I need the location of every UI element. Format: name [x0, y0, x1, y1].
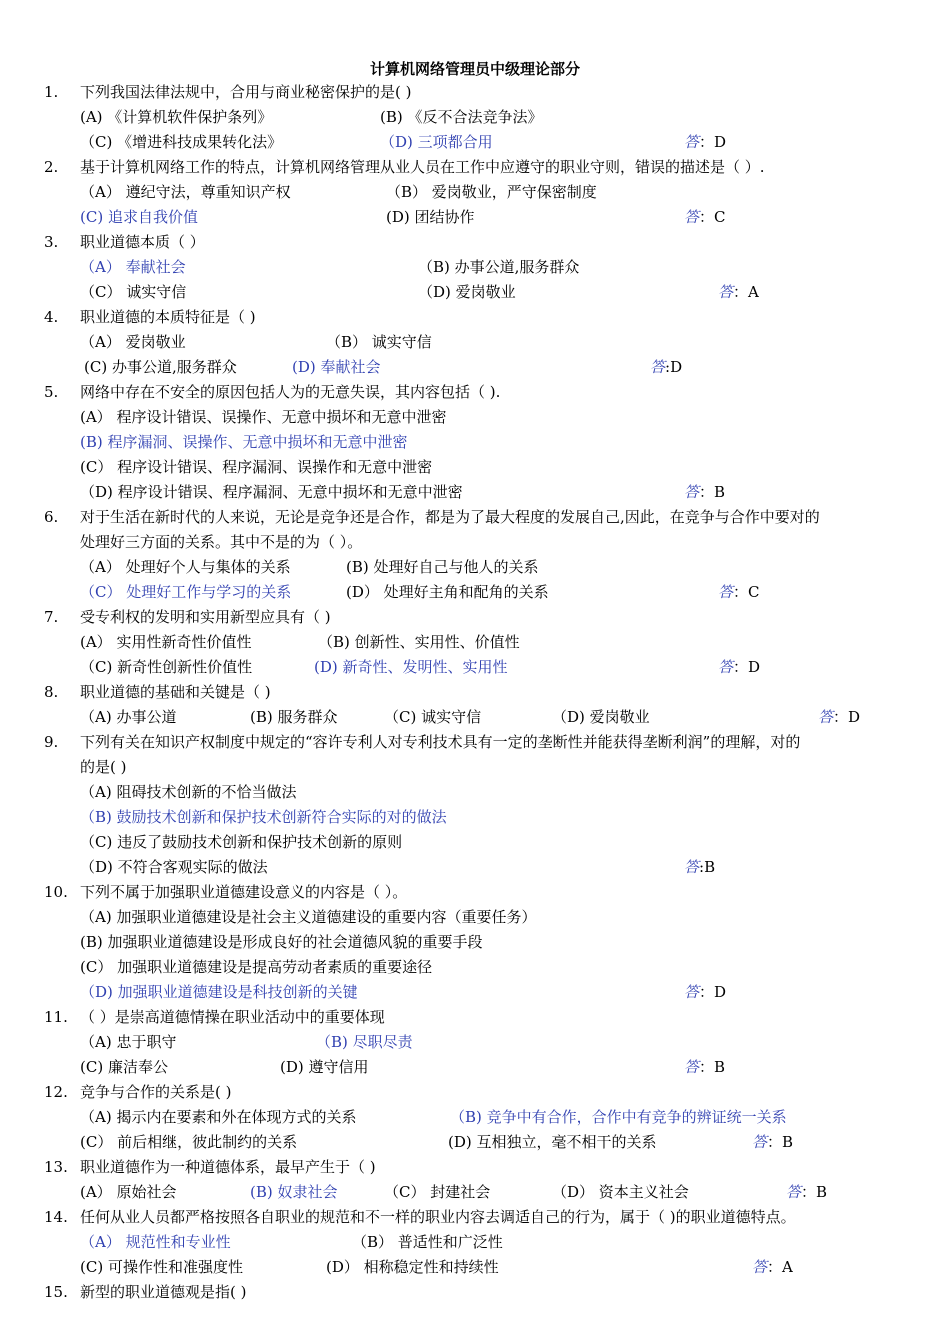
- option-b: (B) 服务群众: [250, 708, 338, 726]
- question-9: [0, 730, 950, 755]
- question-2: [0, 155, 950, 180]
- option-c: （C） 诚实守信: [80, 283, 187, 301]
- option-c: (C) 廉洁奉公: [80, 1058, 168, 1076]
- option-a: （A) 加强职业道德建设是社会主义道德建设的重要内容（重要任务）: [80, 908, 537, 926]
- answer-mark: 答: [650, 358, 666, 376]
- option-d: （D) 不符合客观实际的做法: [80, 858, 268, 876]
- answer-mark: 答: [684, 858, 700, 876]
- options-row: [0, 280, 950, 305]
- option-c-correct: （C） 处理好工作与学习的关系: [80, 583, 292, 601]
- question-stem-continued: [0, 530, 950, 555]
- options-row: [0, 855, 950, 880]
- option-a: (A） 实用性新奇性价值性: [80, 633, 252, 651]
- answer: [684, 480, 725, 505]
- question-number: 11.: [44, 1008, 68, 1026]
- question-4: [0, 305, 950, 330]
- answer-mark: 答: [752, 1133, 768, 1151]
- options-row: [0, 455, 950, 480]
- question-stem: 职业道德的基础和关键是（ ): [80, 683, 271, 701]
- options-row: [0, 705, 950, 730]
- page-title: 计算机网络管理员中级理论部分: [369, 60, 580, 78]
- question-number: 2.: [44, 158, 59, 176]
- question-5: [0, 380, 950, 405]
- option-a: (A） 程序设计错误、误操作、无意中损坏和无意中泄密: [80, 408, 447, 426]
- answer: [684, 1055, 725, 1080]
- answer-value: ：D: [699, 983, 727, 1001]
- option-d: （D) 爱岗敬业: [418, 283, 516, 301]
- question-15: [0, 1280, 950, 1305]
- answer-mark: 答: [718, 283, 734, 301]
- option-d: （D） 资本主义社会: [552, 1183, 689, 1201]
- option-b: (B) 处理好自己与他人的关系: [346, 558, 539, 576]
- options-row: [0, 555, 950, 580]
- question-stem-line2: 的是( ): [80, 758, 127, 776]
- answer-value: :D: [665, 358, 683, 376]
- option-a: （A) 办事公道: [80, 708, 177, 726]
- answer-value: ：C: [699, 208, 726, 226]
- answer: [684, 130, 726, 155]
- answer-value: ：B: [801, 1183, 828, 1201]
- question-3: [0, 230, 950, 255]
- options-row: [0, 1180, 950, 1205]
- answer-value: ：D: [733, 658, 761, 676]
- option-b: （B） 诚实守信: [326, 333, 432, 351]
- answer: [718, 655, 760, 680]
- question-stem: 职业道德本质（ ）: [80, 233, 205, 251]
- answer-value: ：C: [733, 583, 760, 601]
- option-c: （C) 违反了鼓励技术创新和保护技术创新的原则: [80, 833, 403, 851]
- question-12: [0, 1080, 950, 1105]
- question-stem: （ ）是崇高道德情操在职业活动中的重要体现: [80, 1008, 385, 1026]
- question-stem: 受专利权的发明和实用新型应具有（ ): [80, 608, 331, 626]
- answer-value: ：D: [833, 708, 861, 726]
- option-a: （A） 爱岗敬业: [80, 333, 186, 351]
- question-8: [0, 680, 950, 705]
- question-number: 5.: [44, 383, 59, 401]
- question-number: 15.: [44, 1283, 68, 1301]
- question-stem: 基于计算机网络工作的特点，计算机网络管理从业人员在工作中应遵守的职业守则，错误的描述是（ ）.: [80, 158, 765, 176]
- option-d: (D) 团结协作: [386, 208, 475, 226]
- options-row: [0, 1030, 950, 1055]
- option-c: (C） 前后相继，彼此制约的关系: [80, 1133, 298, 1151]
- answer-value: :B: [699, 858, 716, 876]
- question-stem: 对于生活在新时代的人来说，无论是竞争还是合作，都是为了最大程度的发展自己,因此，在竞争与合作中要对的: [80, 508, 820, 526]
- option-b: （B) 办事公道,服务群众: [418, 258, 580, 276]
- question-number: 9.: [44, 733, 59, 751]
- question-stem-continued: [0, 755, 950, 780]
- option-b-correct: （B) 竞争中有合作，合作中有竞争的辨证统一关系: [450, 1108, 787, 1126]
- answer: [786, 1180, 827, 1205]
- options-row: [0, 205, 950, 230]
- options-row: [0, 1255, 950, 1280]
- answer-value: ：A: [767, 1258, 793, 1276]
- option-b: （B） 爱岗敬业，严守保密制度: [386, 183, 597, 201]
- question-6: [0, 505, 950, 530]
- question-stem: 网络中存在不安全的原因包括人为的无意失误，其内容包括（ ).: [80, 383, 501, 401]
- answer: [718, 580, 760, 605]
- option-d-correct: (D) 新奇性、发明性、实用性: [314, 658, 508, 676]
- option-d-correct: （D) 三项都合用: [380, 133, 493, 151]
- question-10: [0, 880, 950, 905]
- option-a-correct: （A） 规范性和专业性: [80, 1233, 231, 1251]
- question-stem: 下列我国法律法规中，合用与商业秘密保护的是( ): [80, 83, 412, 101]
- question-11: [0, 1005, 950, 1030]
- options-row: [0, 805, 950, 830]
- answer-mark: 答: [752, 1258, 768, 1276]
- options-row: [0, 105, 950, 130]
- options-row: [0, 255, 950, 280]
- answer-mark: 答: [718, 583, 734, 601]
- question-number: 13.: [44, 1158, 68, 1176]
- option-b: (B) 加强职业道德建设是形成良好的社会道德风貌的重要手段: [80, 933, 483, 951]
- option-d: (D) 互相独立，毫不相干的关系: [448, 1133, 657, 1151]
- option-a-correct: （A） 奉献社会: [80, 258, 186, 276]
- options-row: [0, 930, 950, 955]
- options-row: [0, 1055, 950, 1080]
- question-number: 14.: [44, 1208, 68, 1226]
- answer: [684, 855, 715, 880]
- option-c: （C) 《增进科技成果转化法》: [80, 133, 283, 151]
- answer: [684, 205, 726, 230]
- question-stem: 竞争与合作的关系是( ): [80, 1083, 232, 1101]
- question-7: [0, 605, 950, 630]
- question-number: 3.: [44, 233, 59, 251]
- options-row: [0, 780, 950, 805]
- option-d: (D） 处理好主角和配角的关系: [346, 583, 549, 601]
- option-a: （A） 处理好个人与集体的关系: [80, 558, 291, 576]
- question-1: [0, 80, 950, 105]
- option-c: (C） 程序设计错误、程序漏洞、误操作和无意中泄密: [80, 458, 433, 476]
- question-13: [0, 1155, 950, 1180]
- options-row: [0, 830, 950, 855]
- options-row: [0, 905, 950, 930]
- option-d-correct: （D) 加强职业道德建设是科技创新的关键: [80, 983, 358, 1001]
- option-b-correct: （B) 鼓励技术创新和保护技术创新符合实际的对的做法: [80, 808, 447, 826]
- question-number: 1.: [44, 83, 59, 101]
- option-b-correct: （B) 尽职尽责: [316, 1033, 413, 1051]
- question-number: 4.: [44, 308, 59, 326]
- options-row: [0, 430, 950, 455]
- answer: [752, 1130, 793, 1155]
- question-number: 8.: [44, 683, 59, 701]
- question-stem: 职业道德作为一种道德体系，最早产生于（ ): [80, 1158, 376, 1176]
- options-row: [0, 655, 950, 680]
- answer: [684, 980, 726, 1005]
- answer-value: ：B: [699, 483, 726, 501]
- options-row: [0, 180, 950, 205]
- question-stem: 任何从业人员都严格按照各自职业的规范和不一样的职业内容去调适自己的行为，属于（ )的职业道德特点。: [80, 1208, 796, 1226]
- option-a: （A) 忠于职守: [80, 1033, 177, 1051]
- question-stem: 职业道德的本质特征是（ ): [80, 308, 256, 326]
- answer-value: ：D: [699, 133, 727, 151]
- answer-mark: 答: [684, 983, 700, 1001]
- question-number: 7.: [44, 608, 59, 626]
- answer-mark: 答: [786, 1183, 802, 1201]
- question-stem: 下列有关在知识产权制度中规定的“容许专利人对专利技术具有一定的垄断性并能获得垄断利润”的理解，对的: [80, 733, 801, 751]
- question-14: [0, 1205, 950, 1230]
- answer-mark: 答: [684, 483, 700, 501]
- options-row: [0, 480, 950, 505]
- options-row: [0, 405, 950, 430]
- options-row: [0, 330, 950, 355]
- question-number: 12.: [44, 1083, 68, 1101]
- answer: [718, 280, 759, 305]
- answer: [650, 355, 682, 380]
- options-row: [0, 130, 950, 155]
- option-a: （A) 揭示内在要素和外在体现方式的关系: [80, 1108, 357, 1126]
- options-row: [0, 630, 950, 655]
- option-c: （C） 封建社会: [384, 1183, 491, 1201]
- options-row: [0, 1105, 950, 1130]
- answer-mark: 答: [684, 1058, 700, 1076]
- question-stem: 下列不属于加强职业道德建设意义的内容是（ ）。: [80, 883, 408, 901]
- option-b: （B） 普适性和广泛性: [352, 1233, 503, 1251]
- answer-value: ：A: [733, 283, 759, 301]
- option-b: (B) 《反不合法竞争法》: [380, 108, 543, 126]
- question-stem-line2: 处理好三方面的关系。其中不是的为（ ）。: [80, 533, 363, 551]
- options-row: [0, 980, 950, 1005]
- option-a: (A) 《计算机软件保护条列》: [80, 108, 273, 126]
- answer-mark: 答: [684, 208, 700, 226]
- answer: [752, 1255, 793, 1280]
- option-a: (A） 原始社会: [80, 1183, 177, 1201]
- option-c: (C) 可操作性和准强度性: [80, 1258, 243, 1276]
- option-d: （D) 程序设计错误、程序漏洞、无意中损坏和无意中泄密: [80, 483, 463, 501]
- option-b-correct: (B) 奴隶社会: [250, 1183, 338, 1201]
- option-c-correct: (C) 追求自我价值: [80, 208, 198, 226]
- answer-mark: 答: [718, 658, 734, 676]
- answer-value: ：B: [699, 1058, 726, 1076]
- option-c: (C） 加强职业道德建设是提高劳动者素质的重要途径: [80, 958, 433, 976]
- question-stem: 新型的职业道德观是指( ): [80, 1283, 247, 1301]
- question-number: 10.: [44, 883, 68, 901]
- option-d: (D） 相称稳定性和持续性: [326, 1258, 499, 1276]
- answer-value: ：B: [767, 1133, 794, 1151]
- option-b-correct: (B) 程序漏洞、误操作、无意中损坏和无意中泄密: [80, 433, 408, 451]
- option-c: (C) 办事公道,服务群众: [84, 358, 237, 376]
- options-row: [0, 1230, 950, 1255]
- answer: [818, 705, 860, 730]
- option-c: （C) 新奇性创新性价值性: [80, 658, 253, 676]
- answer-mark: 答: [818, 708, 834, 726]
- options-row: [0, 1130, 950, 1155]
- option-a: （A） 遵纪守法，尊重知识产权: [80, 183, 291, 201]
- option-d-correct: (D) 奉献社会: [292, 358, 381, 376]
- options-row: [0, 955, 950, 980]
- option-d: (D) 遵守信用: [280, 1058, 369, 1076]
- answer-mark: 答: [684, 133, 700, 151]
- question-number: 6.: [44, 508, 59, 526]
- option-a: （A) 阻碍技术创新的不恰当做法: [80, 783, 297, 801]
- options-row: [0, 355, 950, 380]
- options-row: [0, 580, 950, 605]
- option-d: （D) 爱岗敬业: [552, 708, 650, 726]
- option-b: （B) 创新性、实用性、价值性: [318, 633, 520, 651]
- option-c: （C) 诚实守信: [384, 708, 482, 726]
